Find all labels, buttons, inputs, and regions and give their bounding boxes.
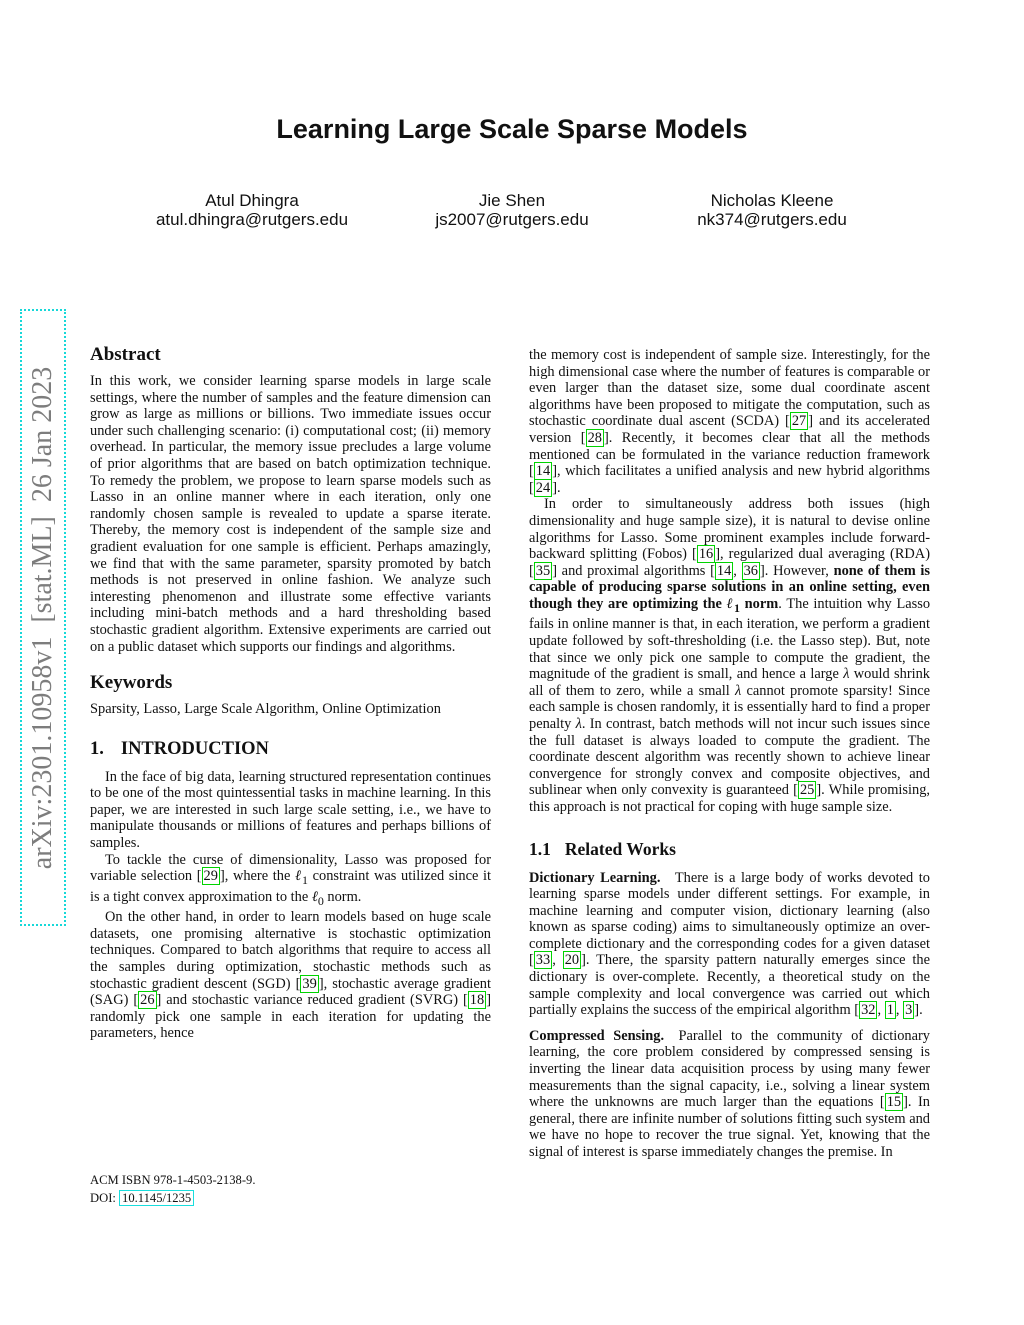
- citation-link[interactable]: 3: [905, 1002, 913, 1019]
- citation-link[interactable]: 16: [698, 546, 714, 563]
- introduction-body: [90, 769, 491, 1042]
- citation-link[interactable]: 14: [535, 463, 551, 480]
- author-name: Jie Shen: [478, 191, 546, 210]
- section-1-1-heading: [529, 839, 930, 860]
- right-top-body: [529, 347, 930, 816]
- citation-link[interactable]: 35: [535, 562, 551, 579]
- subsection-title: Related Works: [564, 838, 676, 859]
- citation-link[interactable]: 28: [587, 429, 602, 446]
- citation-link[interactable]: 14: [716, 562, 732, 579]
- section-title: INTRODUCTION: [120, 738, 269, 759]
- paragraph: In this work, we consider learning sparse models in large scale settings, where the number of samples and the feature dimension can grow as large as millions or billions. Two immediate issues occur under such challenging scenario: (i) computational cost; (ii) memory overhead. In particular, the memory issue precludes a large volume of prior algorithms that are based on batch optimization technique. To remedy the problem, we propose to learn sparse models such as Lasso in an online manner where in each iteration, only one randomly chosen sample is revealed to update a sparse iterate. Thereby, the memory cost is independent of the sample size and gradient evaluation for one sample is efficient. Perhaps amazingly, we find that with the same parameter, sparsity promoted by batch methods is not preserved in online fashion. We analyze such interesting phenomenon and illustrate some effective variants including mini-batch methods and a hard thresholding based stochastic gradient algorithm. Extensive experiments are carried out on a public dataset which supports our findings and algorithms.: [90, 373, 491, 655]
- author-3: [642, 191, 902, 229]
- math-symbol: λ: [735, 682, 742, 699]
- text-run: norm: [739, 595, 779, 612]
- citation-link[interactable]: 32: [861, 1002, 876, 1019]
- citation-link[interactable]: 39: [302, 975, 317, 992]
- paragraph: Dictionary Learning. There is a large body of works devoted to learning sparse models under different settings. For example, in machine learning and computer vision, dictionary learning (also known as sparse coding) aims to simultaneously optimize an over-complete dictionary and the corresponding codes for a given dataset [ 33 , 20 ]. There, the sparsity pattern naturally emerges since the dictionary is over-complete. Recently, a theoretical study on the sample complexity and local convergence was carried out which partially explains the success of the empirical algorithm [ 32 , 1 , 3 ].: [529, 869, 930, 1019]
- publication-footnote: [90, 1171, 491, 1207]
- left-column: [90, 344, 491, 1042]
- paragraph: In order to simultaneously address both issues (high dimensionality and huge sample size), it is natural to devise online algorithms for Lasso. Some prominent examples include forward-backward splitting (Fobos) [ 16 ], regularized dual averaging (RDA) [ 35 ] and proximal algorithms [ 14 , 36 ]. However, none of them is capable of producing sparse solutions in an online setting, even though they are optimizing the ℓ$_1$ norm. The intuition why Lasso fails in online manner is that, in each iteration, we perform a gradient update followed by soft-thresholding (i.e. the Lasso step). But, note that since we only pick one sample to compute the gradient, the magnitude of the gradient is small, and hence a large λ would shrink all of them to zero, while a small λ cannot promote sparsity! Since each sample is chosen randomly, it is essentially hard to find a proper penalty λ. In contrast, batch methods will not incur such issues since the full dataset is always loaded to compute the gradient. The coordinate descent algorithm was recently shown to achieve linear convergence for strongly convex and composite objectives, and sublinear when only convexity is guaranteed [ 25 ]. While promising, this approach is not practical for coping with huge sample size.: [529, 496, 931, 815]
- abstract-body: [90, 373, 491, 655]
- keywords-heading: Keywords: [90, 672, 173, 694]
- math-symbol: λ: [843, 666, 850, 683]
- author-email: nk374@rutgers.edu: [697, 210, 847, 229]
- arxiv-id-text: arXiv:2301.10958v1 [stat.ML] 26 Jan 2023: [27, 366, 59, 869]
- paragraph: Compressed Sensing. Parallel to the community of dictionary learning, the core problem considered by compressed sensing is inverting the linear data acquisition process by using many fewer measurements than the signal capacity, i.e., solving a linear system where the unknowns are much larger than the equations [ 15 ]. In general, there are infinite number of solutions fitting such system and we have no hope to recover the true signal. Yet, knowing that the signal of interest is sparse immediately changes the premise. In: [529, 1027, 930, 1160]
- doi-link[interactable]: 10.1145/1235: [119, 1190, 194, 1206]
- right-column: [529, 347, 930, 1161]
- text-run: Dictionary Learning.: [529, 869, 661, 886]
- citation-link[interactable]: 36: [743, 562, 758, 579]
- text-run: none of them is capable of producing sparse solutions in an online setting, even though they are optimizing the: [529, 562, 931, 612]
- subsection-number: 1.1: [529, 838, 551, 859]
- page-title: Learning Large Scale Sparse Models: [276, 114, 748, 144]
- math-symbol: ℓ: [294, 868, 302, 885]
- arxiv-watermark-link[interactable]: [20, 309, 66, 926]
- acm-isbn: ACM ISBN 978-1-4503-2138-9.: [90, 1173, 256, 1187]
- citation-link[interactable]: 27: [791, 413, 807, 430]
- citation-link[interactable]: 33: [535, 952, 551, 969]
- citation-link[interactable]: 29: [203, 868, 218, 885]
- text-run: 0: [317, 893, 324, 908]
- text-run: 1: [302, 873, 308, 888]
- author-name: Nicholas Kleene: [710, 191, 834, 210]
- text-run: 1: [733, 600, 740, 615]
- author-block: [122, 191, 902, 229]
- author-1: [122, 191, 382, 229]
- citation-link[interactable]: 20: [564, 952, 580, 969]
- citation-link[interactable]: 26: [140, 992, 155, 1009]
- section-1-heading: [90, 739, 491, 760]
- paragraph: In the face of big data, learning structured representation continues to be one of the most quintessential tasks in machine learning. In this paper, we are interested in such large scale setting, i.e., we have to manipulate thousands or millions of features and perhaps billions of samples.: [90, 768, 491, 852]
- abstract-heading: Abstract: [90, 344, 161, 365]
- citation-link[interactable]: 18: [469, 992, 485, 1009]
- related-works-body: [529, 870, 930, 1161]
- paragraph: the memory cost is independent of sample size. Interestingly, for the high dimensional case where the number of features is comparable or even larger than the dataset size, some dual coordinate ascent algorithms have been proposed to mitigate the computation, such as stochastic coordinate dual ascent (SCDA) [ 27 ] and its accelerated version [ 28 ]. Recently, it becomes clear that all the methods mentioned can be formulated in the variance reduction framework [ 14 ], which facilitates a unified analysis and new hybrid algorithms [ 24 ].: [529, 347, 931, 496]
- author-email: js2007@rutgers.edu: [435, 210, 589, 229]
- text-run: Compressed Sensing.: [529, 1027, 665, 1044]
- citation-link[interactable]: 15: [886, 1094, 902, 1111]
- author-email: atul.dhingra@rutgers.edu: [155, 210, 349, 229]
- math-symbol: λ: [575, 715, 582, 732]
- citation-link[interactable]: 24: [535, 479, 551, 496]
- math-symbol: ℓ: [726, 595, 734, 612]
- keywords-list: Sparsity, Lasso, Large Scale Algorithm, Online Optimization: [90, 701, 441, 718]
- math-symbol: ℓ: [311, 888, 318, 905]
- citation-link[interactable]: 1: [886, 1002, 894, 1019]
- doi-label: DOI:: [90, 1191, 120, 1205]
- citation-link[interactable]: 25: [799, 782, 815, 799]
- author-name: Atul Dhingra: [205, 191, 299, 210]
- paragraph: On the other hand, in order to learn models based on huge scale datasets, one promising alternative is stochastic optimization techniques. Compared to batch algorithms that require to access all the samples during optimization, stochastic methods such as stochastic gradient descent (SGD) [ 39 ], stochastic average gradient (SAG) [ 26 ] and stochastic variance reduced gradient (SVRG) [ 18 ] randomly pick one sample in each iteration for updating the parameters, hence: [90, 909, 491, 1042]
- doi-line: [90, 1189, 491, 1207]
- section-number: 1.: [90, 738, 104, 759]
- paragraph: To tackle the curse of dimensionality, Lasso was proposed for variable selection [ 29 ], where the ℓ$_1$ constraint was utilized since it is a tight convex approximation to the ℓ$_0$ norm.: [90, 851, 491, 908]
- author-2: [382, 191, 642, 229]
